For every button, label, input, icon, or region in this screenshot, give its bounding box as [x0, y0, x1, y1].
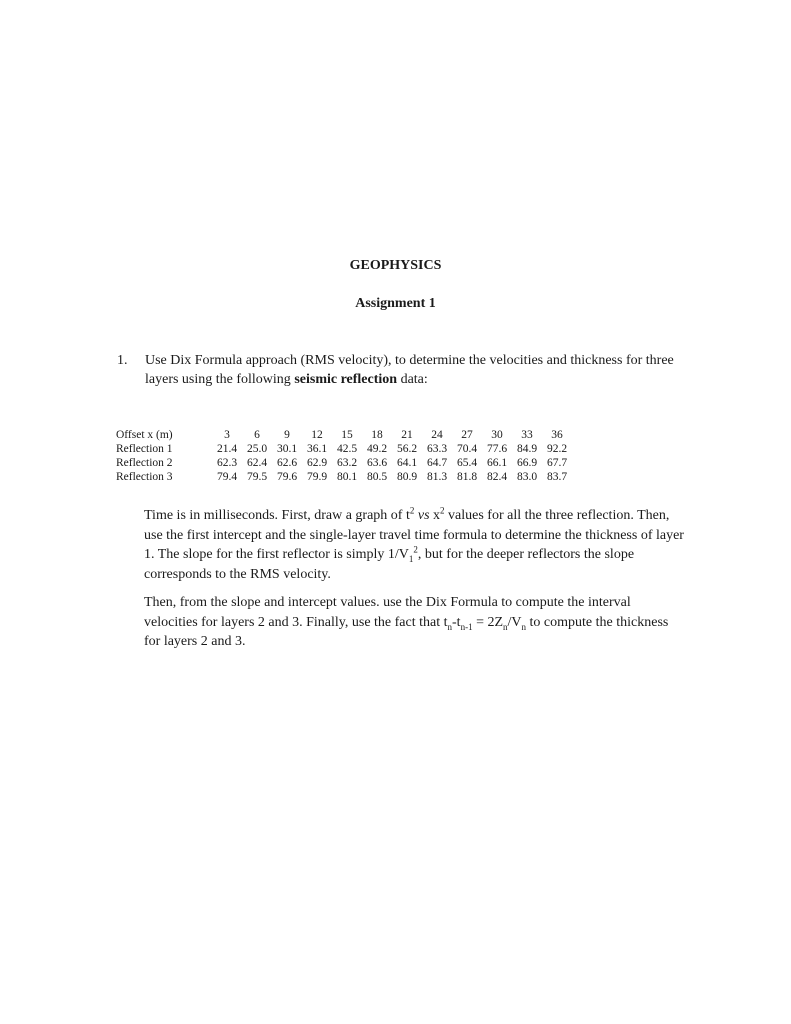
- table-row-label: Reflection 3: [116, 471, 173, 483]
- question-text-before-bold: Use Dix Formula approach (RMS velocity), to determine the velocities and thickness for three layers using the following: [145, 353, 674, 387]
- table-cell: 79.6: [276, 471, 298, 483]
- table-cell: 66.1: [486, 457, 508, 469]
- p2-sub-n3: n: [521, 621, 527, 632]
- table-cell: 80.1: [336, 471, 358, 483]
- p1-vs: vs: [417, 508, 430, 523]
- document-title: GEOPHYSICS: [349, 258, 442, 273]
- table-header-cell: 12: [311, 429, 323, 441]
- table-row: [116, 456, 572, 470]
- p1-part1: Time is in milliseconds. First, draw a graph of t: [144, 508, 410, 523]
- table-cell: 79.4: [216, 471, 238, 483]
- instructions-paragraph-2-text: [144, 593, 684, 652]
- table-cell: 77.6: [486, 443, 508, 455]
- table-cell: 70.4: [456, 443, 478, 455]
- table-cell: 80.5: [366, 471, 388, 483]
- table-cell: 83.7: [546, 471, 568, 483]
- table-row: [116, 442, 572, 456]
- table-cell: 62.6: [276, 457, 298, 469]
- table-cell: 30.1: [276, 443, 298, 455]
- table-header-cell: 36: [551, 429, 563, 441]
- question-1: [117, 351, 677, 389]
- table-cell: 63.2: [336, 457, 358, 469]
- seismic-data-table: [116, 428, 572, 484]
- table-cell: 82.4: [486, 471, 508, 483]
- p1-sup2: 2: [440, 505, 445, 516]
- p2-sub-n: n: [447, 621, 453, 632]
- table-cell: 64.1: [396, 457, 418, 469]
- table-cell: 62.9: [306, 457, 328, 469]
- question-number: 1.: [117, 353, 128, 368]
- question-text-bold: seismic reflection: [294, 372, 398, 387]
- p2-slash: /V: [507, 614, 522, 630]
- p1-part4: , but for the deeper reflectors the slope corresponds to the RMS velocity.: [144, 547, 635, 582]
- p1-part3: values for all the three reflection. Then, use the first intercept and the single-layer travel time formula to determine the thickness of layer 1. The slope for the first reflector is simply 1/V: [144, 508, 684, 562]
- table-header-cell: 3: [224, 429, 230, 441]
- table-cell: 62.3: [216, 457, 238, 469]
- table-cell: 63.3: [426, 443, 448, 455]
- instructions-paragraph-1: [144, 506, 684, 584]
- table-header-label: Offset x (m): [116, 429, 173, 441]
- question-text-after-bold: data:: [397, 372, 428, 387]
- table-cell: 81.8: [456, 471, 478, 483]
- p1-sup3: 2: [413, 544, 418, 555]
- table-cell: 56.2: [396, 443, 418, 455]
- assignment-subtitle: Assignment 1: [355, 296, 436, 311]
- table-cell: 21.4: [216, 443, 238, 455]
- table-cell: 62.4: [246, 457, 268, 469]
- table-header-cell: 9: [284, 429, 290, 441]
- table-cell: 65.4: [456, 457, 478, 469]
- table-cell: 49.2: [366, 443, 388, 455]
- p1-sub1: 1: [408, 553, 414, 564]
- table-cell: 36.1: [306, 443, 328, 455]
- table-cell: 81.3: [426, 471, 448, 483]
- table-row: [116, 470, 572, 484]
- table-cell: 25.0: [246, 443, 268, 455]
- table-row-label: Reflection 1: [116, 443, 173, 455]
- p2-dash: -t: [452, 614, 461, 630]
- table-row-label: Reflection 2: [116, 457, 173, 469]
- table-header-cell: 21: [401, 429, 413, 441]
- table-header-cell: 6: [254, 429, 260, 441]
- p2-eq: = 2Z: [472, 614, 504, 630]
- table-cell: 83.0: [516, 471, 538, 483]
- table-cell: 79.9: [306, 471, 328, 483]
- table-header-cell: 33: [521, 429, 533, 441]
- table-header-cell: 18: [371, 429, 383, 441]
- table-cell: 79.5: [246, 471, 268, 483]
- table-cell: 66.9: [516, 457, 538, 469]
- p1-sup1: 2: [409, 505, 415, 516]
- table-cell: 80.9: [396, 471, 418, 483]
- table-cell: 67.7: [546, 457, 568, 469]
- instructions-paragraph-1-text: [144, 506, 684, 584]
- table-cell: 64.7: [426, 457, 448, 469]
- table-cell: 42.5: [336, 443, 358, 455]
- p2-sub-n1: n-1: [460, 621, 473, 632]
- table-header-cell: 24: [431, 429, 443, 441]
- p1-part2: x: [429, 508, 441, 523]
- p2-part2: to compute the thickness for layers 2 and 3.: [144, 614, 669, 649]
- table-cell: 84.9: [516, 443, 538, 455]
- question-text: [145, 351, 677, 389]
- p2-part1: Then, from the slope and intercept values. use the Dix Formula to compute the interval velocities for layers 2 and 3. Finally, use the fact that t: [144, 595, 631, 630]
- table-header-cell: 15: [341, 429, 353, 441]
- p2-sub-n2: n: [503, 621, 508, 632]
- table-header-cell: 27: [461, 429, 473, 441]
- table-cell: 63.6: [366, 457, 388, 469]
- table-header-row: [116, 428, 572, 442]
- table-cell: 92.2: [546, 443, 568, 455]
- table-header-cell: 30: [491, 429, 503, 441]
- instructions-paragraph-2: [144, 593, 684, 652]
